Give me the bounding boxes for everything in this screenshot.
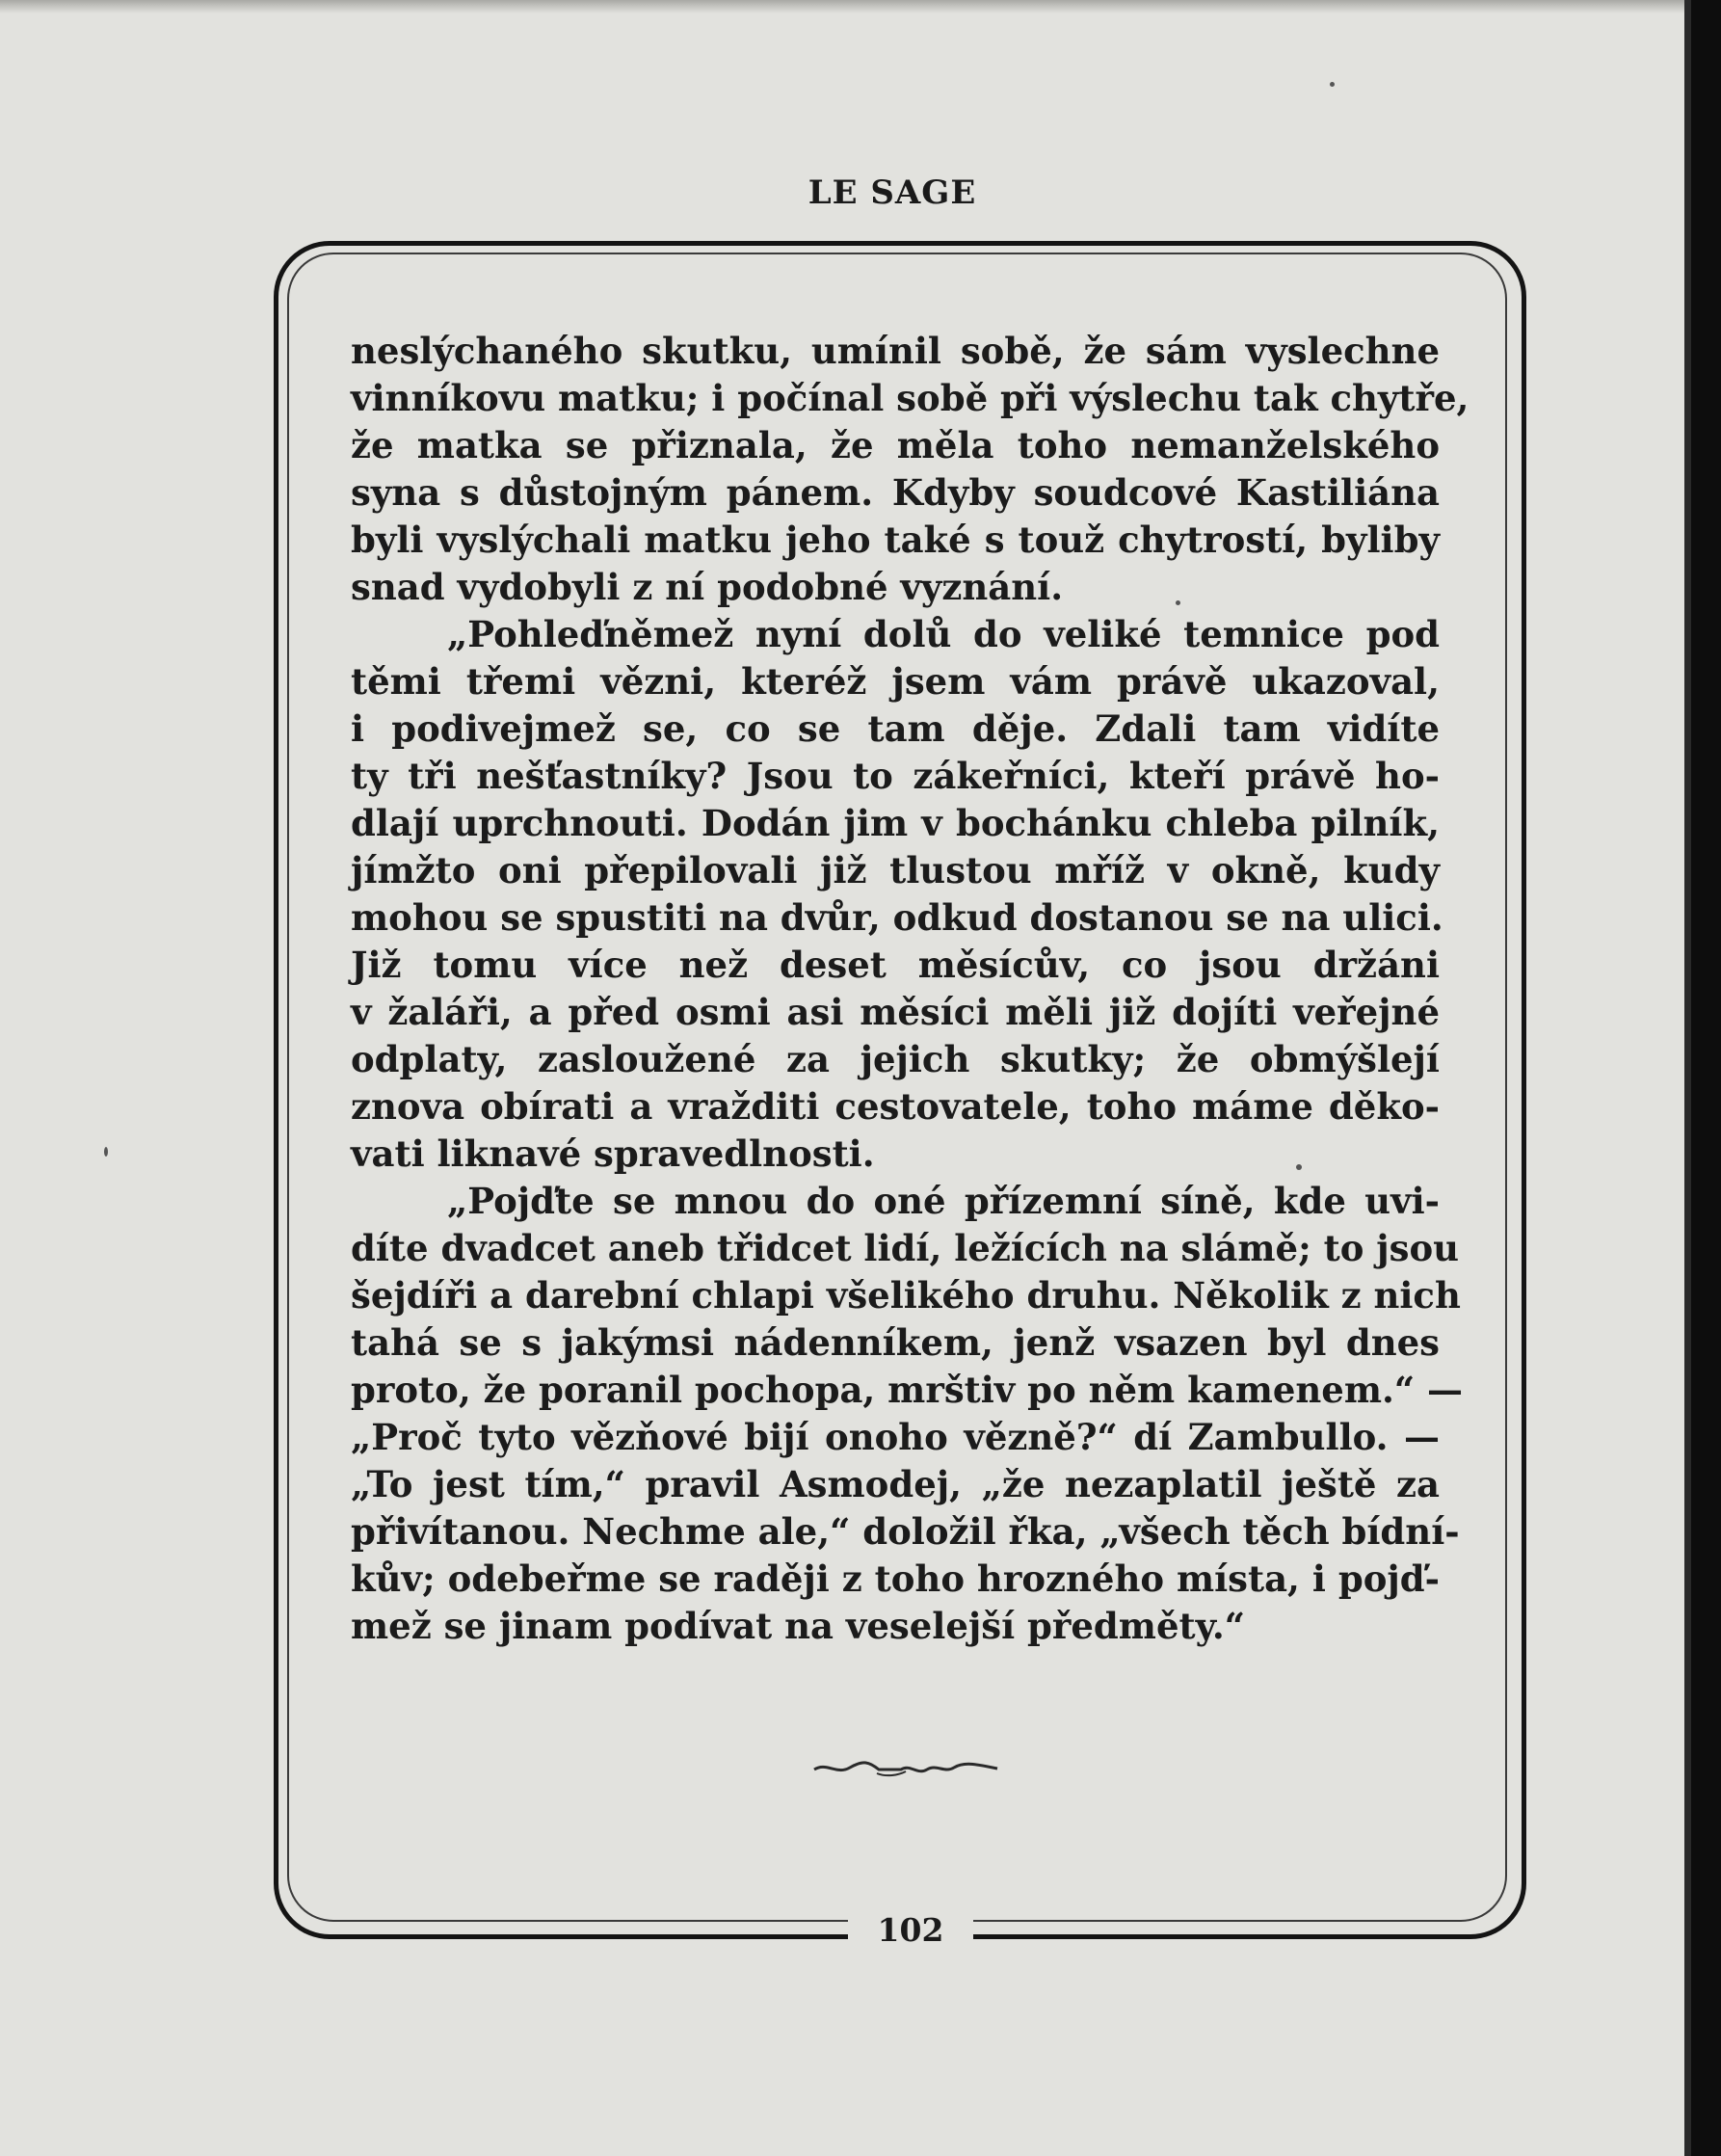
text-line: snad vydobyli z ní podobné vyznání. xyxy=(351,566,1064,608)
paragraph-1 xyxy=(351,328,1469,611)
body-text xyxy=(351,328,1469,1650)
text-line: díte dvadcet aneb třidcet lidí, ležících na slámě; to jsou xyxy=(351,1227,1460,1269)
text-line: neslýchaného skutku, umínil sobě, že sám vyslechne xyxy=(351,330,1440,372)
text-line: „Pojďte se mnou do oné přízemní síně, kde uvi- xyxy=(447,1180,1440,1222)
print-speck xyxy=(1176,600,1180,605)
text-line: že matka se přiznala, že měla toho nemanželského xyxy=(351,424,1440,466)
wavy-flourish-icon xyxy=(809,1754,1002,1783)
paragraph-2 xyxy=(351,611,1443,1178)
print-speck xyxy=(1296,1164,1302,1170)
text-line: syna s důstojným pánem. Kdyby soudcové Kastiliána xyxy=(351,471,1440,514)
text-line: šejdíři a darební chlapi všelikého druhu. Několik z nich xyxy=(351,1274,1461,1317)
page-number: 102 xyxy=(877,1911,944,1949)
text-line: ty tři nešťastníky? Jsou to zákeřníci, kteří právě ho- xyxy=(351,755,1440,797)
text-line: přivítanou. Nechme ale,“ doložil řka, „všech těch bídní- xyxy=(351,1510,1460,1553)
running-head: LE SAGE xyxy=(808,173,977,212)
page-top-edge xyxy=(0,0,1691,13)
text-line: dlají uprchnouti. Dodán jim v bochánku chleba pilník, xyxy=(351,802,1440,844)
text-line: i podivejmež se, co se tam děje. Zdali tam vidíte xyxy=(351,707,1440,750)
text-line: „Proč tyto vězňové bijí onoho vězně?“ dí Zambullo. — xyxy=(351,1416,1440,1458)
text-line: jímžto oni přepilovali již tlustou mříž v okně, kudy xyxy=(351,849,1440,892)
text-line: v žaláři, a před osmi asi měsíci měli již dojíti veřejné xyxy=(351,991,1440,1033)
text-line: znova obírati a vražditi cestovatele, toho máme děko- xyxy=(351,1085,1440,1128)
text-line: odplaty, zasloužené za jejich skutky; že obmýšlejí xyxy=(351,1038,1440,1080)
text-line: Již tomu více než deset měsícův, co jsou držáni xyxy=(351,944,1440,986)
text-line: „To jest tím,“ pravil Asmodej, „že nezaplatil ještě za xyxy=(351,1463,1440,1505)
text-line: vinníkovu matku; i počínal sobě při výslechu tak chytře, xyxy=(351,377,1469,419)
text-line: tahá se s jakýmsi nádenníkem, jenž vsazen byl dnes xyxy=(351,1321,1440,1364)
text-line: mohou se spustiti na dvůr, odkud dostanou se na ulici. xyxy=(351,896,1443,939)
text-line: mež se jinam podívat na veselejší předměty.“ xyxy=(351,1605,1245,1647)
print-speck xyxy=(1330,82,1335,87)
text-line: „Pohleďněmež nyní dolů do veliké temnice pod xyxy=(447,613,1440,655)
paragraph-3 xyxy=(351,1178,1464,1650)
text-line: těmi třemi vězni, kteréž jsem vám právě ukazoval, xyxy=(351,660,1440,703)
text-line: kův; odebeřme se raději z toho hrozného místa, i pojď- xyxy=(351,1557,1440,1600)
scan-background xyxy=(1691,0,1721,2156)
text-line: byli vyslýchali matku jeho také s touž chytrostí, byliby xyxy=(351,519,1440,561)
print-speck xyxy=(104,1147,108,1157)
text-line: vati liknavé spravedlnosti. xyxy=(351,1132,875,1175)
text-line: proto, že poranil pochopa, mrštiv po něm kamenem.“ — xyxy=(351,1369,1464,1411)
page-right-edge xyxy=(1684,0,1691,2156)
